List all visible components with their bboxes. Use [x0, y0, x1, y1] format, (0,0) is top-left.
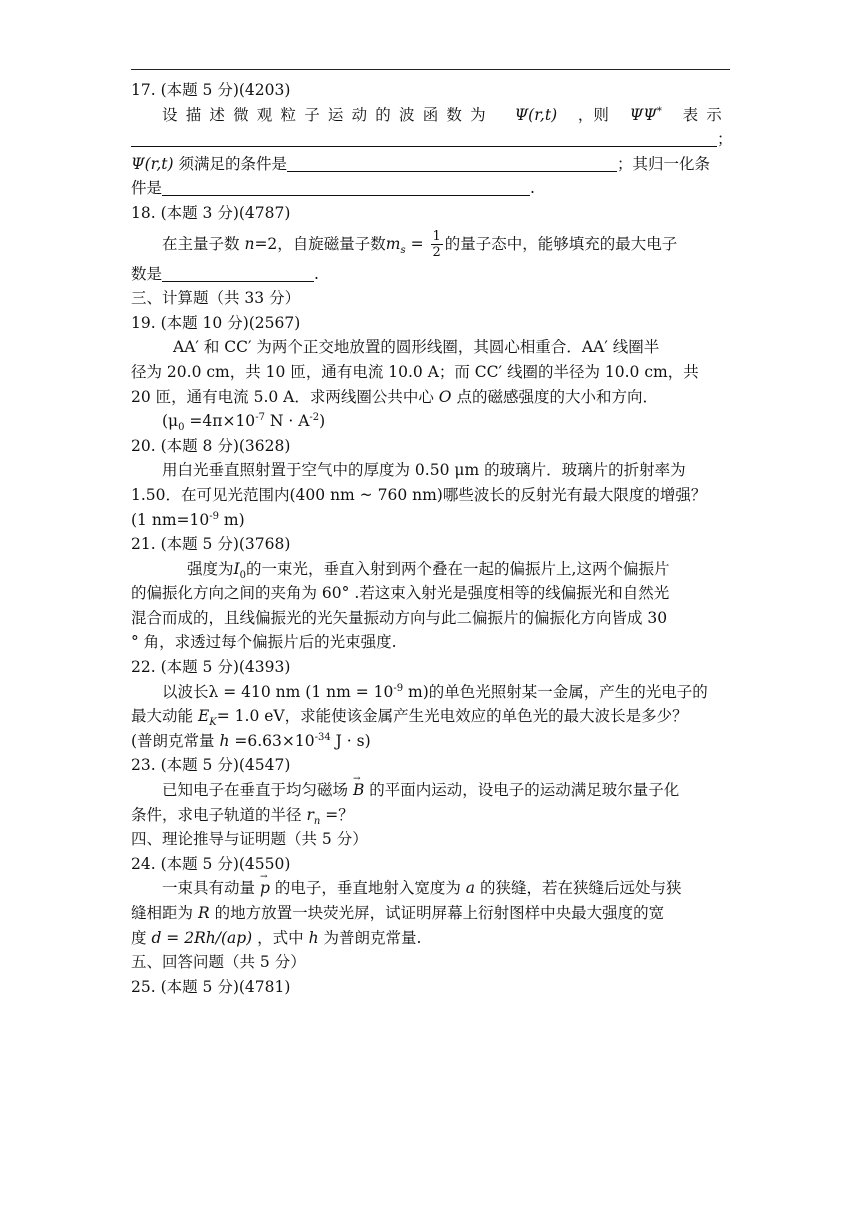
q22-l3-text: (普朗克常量 — [131, 731, 215, 750]
section-5-title: 五、回答问题（共 5 分） — [131, 953, 306, 972]
q19-l3-text2: 点的磁感强度的大小和方向． — [456, 387, 658, 406]
q17-answer-blank-3[interactable] — [162, 177, 530, 196]
q17-l1-means: 表示 — [682, 105, 730, 124]
q17-psipsi: ΨΨ — [629, 105, 657, 124]
q18-l1-text2: =2，自旋磁量子数 — [254, 234, 386, 253]
q24-l2-text2: 的地方放置一块荧光屏，试证明屏幕上衍射图样中央最大强度的宽 — [214, 904, 665, 922]
q23-line2 — [131, 803, 730, 828]
q20-header: 20. (本题 8 分)(3628) — [131, 436, 291, 455]
q19-line1: AA′ 和 CC′ 为两个正交地放置的圆形线圈，其圆心相重合．AA′ 线圈半 — [173, 338, 660, 357]
q24-h: h — [308, 928, 319, 947]
q23-l1-text: 已知电子在垂直于均匀磁场 — [162, 781, 349, 800]
q21-l1-text: 强度为 — [187, 559, 234, 578]
q22-l1-text2: m)的单色光照射某一金属，产生的光电子的 — [403, 682, 708, 701]
q19-o: O — [438, 387, 452, 406]
q22-line2 — [131, 704, 730, 729]
q21-line3: 混合而成的，且线偏振光的光矢量振动方向与此二偏振片的偏振化方向皆成 30 — [131, 608, 668, 627]
q19-mu0 — [131, 409, 730, 434]
q19-mu-b: =4π×10 — [184, 412, 256, 431]
q18-fraction — [431, 229, 443, 260]
q20-l3-text: (1 nm=10 — [131, 510, 210, 529]
q22-line1 — [131, 680, 730, 705]
q22-l2-text: 最大动能 — [131, 707, 194, 726]
q23-l1-text2: 的平面内运动，设电子的运动满足玻尔量子化 — [369, 781, 680, 800]
q18-line1 — [131, 226, 730, 262]
q17-header: 17. (本题 5 分)(4203) — [131, 81, 291, 99]
q24-formula: d = 2Rh/(ap) — [151, 928, 253, 947]
q18-answer-blank[interactable] — [162, 263, 314, 282]
q23-r-sub: n — [313, 815, 321, 827]
q21-line1 — [131, 557, 730, 582]
q23-l2-text: 条件，求电子轨道的半径 — [131, 805, 302, 824]
q19-mu-d: ) — [319, 412, 326, 431]
q17-l1-comma: ，则 — [577, 105, 609, 124]
q22-l1-text: 以波长λ = 410 nm (1 nm = 10 — [162, 682, 394, 701]
q18-eq: = — [410, 234, 424, 253]
q17-answer-blank-1[interactable] — [131, 128, 717, 147]
q19-mu-sup: -7 — [255, 411, 265, 423]
section-3-title: 三、计算题（共 33 分） — [131, 289, 301, 308]
q18-frac-num: 1 — [432, 229, 441, 245]
q17-l4-end: . — [530, 179, 535, 198]
q18-line2 — [131, 262, 730, 287]
q18-n: n — [244, 234, 255, 253]
q19-mu-c: N · A — [264, 412, 310, 431]
q17-psi-rt: Ψ(r,t) — [514, 105, 558, 124]
q18-header: 18. (本题 3 分)(4787) — [131, 203, 291, 222]
q24-a: a — [465, 879, 476, 898]
q22-h: h — [219, 731, 230, 750]
q21-header: 21. (本题 5 分)(3768) — [131, 535, 291, 554]
q21-line4: ° 角，求透过每个偏振片后的光束强度. — [131, 633, 397, 652]
q20-l3-sup: -9 — [209, 510, 219, 522]
q17-line1 — [131, 103, 730, 128]
q17-line4 — [131, 176, 730, 201]
q20-line1: 用白光垂直照射置于空气中的厚度为 0.50 μm 的玻璃片．玻璃片的折射率为 — [162, 461, 686, 480]
q23-line1 — [131, 778, 730, 803]
q21-i0-sub: 0 — [239, 569, 247, 581]
q17-answer-blank-2[interactable] — [287, 153, 617, 172]
q20-line3 — [131, 508, 730, 533]
q24-header: 24. (本题 5 分)(4550) — [131, 854, 291, 873]
q24-line1 — [131, 876, 730, 901]
q19-header: 19. (本题 10 分)(2567) — [131, 313, 301, 332]
q24-l3-text: 度 — [131, 928, 147, 947]
q24-R: R — [197, 904, 210, 922]
q17-l3-text: 须满足的条件是 — [178, 154, 288, 173]
q21-line2: 的偏振化方向之间的夹角为 60° .若这束入射光是强度相等的线偏振光和自然光 — [131, 584, 670, 603]
q22-l3-text2: =6.63×10 — [229, 731, 315, 750]
top-rule — [131, 69, 730, 70]
q24-l3-text2: ，式中 — [257, 928, 304, 947]
q21-l1-text2: 的一束光，垂直入射到两个叠在一起的偏振片上,这两个偏振片 — [246, 559, 670, 578]
q18-l2-text: 数是 — [131, 264, 163, 283]
q20-line2: 1.50．在可见光范围内(400 nm ~ 760 nm)哪些波长的反射光有最大限度的增强？ — [131, 485, 707, 504]
section-4-title: 四、理论推导与证明题（共 5 分） — [131, 830, 368, 849]
q17-line3 — [131, 152, 730, 177]
q24-l1-text2: 的电子，垂直地射入宽度为 — [274, 879, 461, 898]
q17-star: * — [656, 105, 662, 117]
q22-ek-sub: K — [209, 717, 217, 729]
q24-l3-text3: 为普朗克常量. — [323, 928, 422, 947]
q18-l1-text: 在主量子数 — [162, 234, 240, 253]
q22-l3-text3: J · s) — [330, 731, 371, 750]
q17-l2-end: ； — [717, 130, 733, 149]
q23-b-vector: → B — [353, 778, 364, 803]
q21-i0: I — [233, 559, 240, 578]
q24-p-vector: → p — [260, 876, 270, 901]
q19-line3 — [131, 385, 730, 410]
q20-l3-text2: m) — [218, 510, 245, 529]
q18-l1-text3: 的量子态中，能够填充的最大电子 — [444, 234, 678, 253]
q17-psi-rt-2: Ψ(r,t) — [131, 154, 174, 173]
q22-l1-sup: -9 — [393, 682, 404, 694]
q17-l4-text: 件是 — [131, 179, 163, 198]
q19-mu-sup2: -2 — [309, 411, 320, 423]
q18-l2-end: . — [314, 264, 319, 283]
q19-mu: (μ — [162, 412, 179, 431]
q19-line2: 径为 20.0 cm，共 10 匝，通有电流 10.0 A；而 CC′ 线圈的半径为 10.0 cm，共 — [131, 362, 699, 381]
q24-l1-text: 一束具有动量 — [162, 879, 256, 898]
q18-ms: m — [385, 234, 401, 253]
q22-line3 — [131, 729, 730, 754]
q17-l1-text: 设描述微观粒子运动的波函数为 — [162, 105, 494, 124]
q25-header: 25. (本题 5 分)(4781) — [131, 977, 291, 996]
q24-line3 — [131, 926, 730, 951]
q24-l2-text: 缝相距为 — [131, 904, 194, 922]
q19-l3-text: 20 匝，通有电流 5.0 A．求两线圈公共中心 — [131, 387, 434, 406]
q24-l1-text3: 的狭缝，若在狭缝后远处与狭 — [479, 879, 682, 898]
q23-r: r — [306, 805, 314, 824]
q18-frac-den: 2 — [432, 245, 441, 261]
q23-header: 23. (本题 5 分)(4547) — [131, 756, 291, 775]
q22-ek: E — [197, 707, 210, 726]
q23-l2-text2: =？ — [320, 805, 354, 824]
q17-l1-then — [630, 103, 662, 128]
q24-line2 — [131, 901, 730, 926]
q17-line2 — [131, 127, 733, 152]
q22-l3-sup: -34 — [314, 731, 331, 743]
q19-mu-sub: 0 — [178, 422, 185, 434]
q22-l2-text2: = 1.0 eV，求能使该金属产生光电效应的单色光的最大波长是多少？ — [216, 707, 688, 726]
q18-ms-sub: s — [400, 244, 406, 256]
q22-header: 22. (本题 5 分)(4393) — [131, 658, 291, 677]
exam-page — [131, 78, 733, 999]
q17-l3-text2: ；其归一化条 — [617, 154, 711, 173]
